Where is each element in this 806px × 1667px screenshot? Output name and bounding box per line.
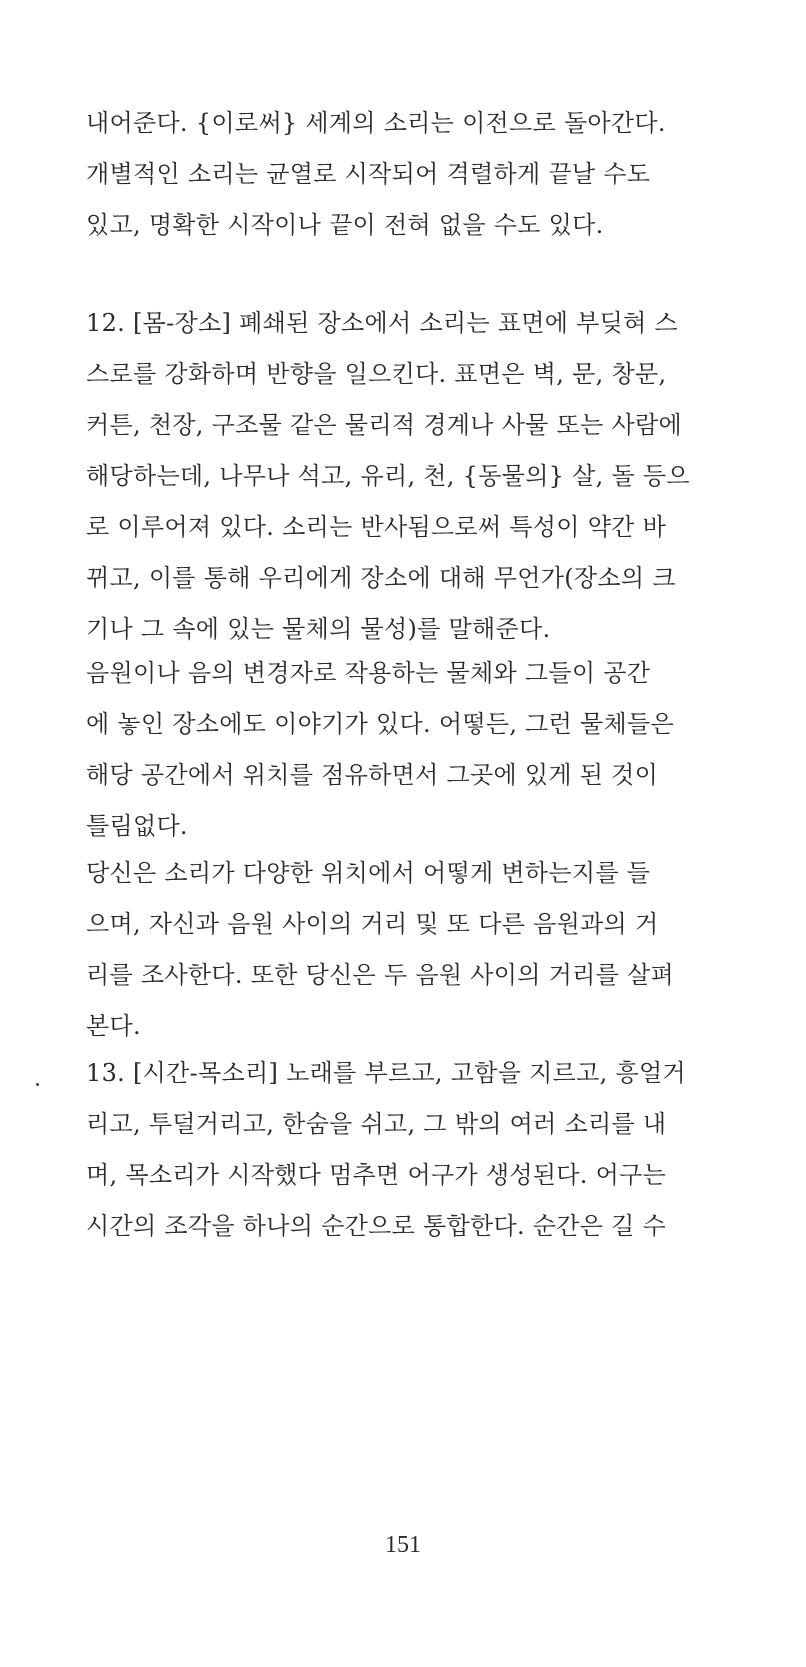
text-line: 해당하는데, 나무나 석고, 유리, 천, {동물의} 살, 돌 등으 bbox=[86, 462, 690, 490]
paragraph-listening-distance bbox=[86, 848, 726, 1052]
text-line: 있고, 명확한 시작이나 끝이 전혀 없을 수도 있다. bbox=[86, 211, 604, 239]
page-number: 151 bbox=[385, 1532, 421, 1558]
text-line: 스로를 강화하며 반향을 일으킨다. 표면은 벽, 문, 창문, bbox=[86, 360, 667, 388]
text-line: 뀌고, 이를 통해 우리에게 장소에 대해 무언가(장소의 크 bbox=[86, 564, 676, 592]
text-line: 으며, 자신과 음원 사이의 거리 및 또 다른 음원과의 거 bbox=[86, 910, 659, 938]
text-line: 에 놓인 장소에도 이야기가 있다. 어떻든, 그런 물체들은 bbox=[86, 710, 675, 738]
paragraph-13-time-voice bbox=[86, 1048, 726, 1252]
text-line: 해당 공간에서 위치를 점유하면서 그곳에 있게 된 것이 bbox=[86, 761, 659, 789]
text-line: 기나 그 속에 있는 물체의 물성)를 말해준다. bbox=[86, 615, 551, 643]
paragraph-sound-returns bbox=[86, 98, 726, 251]
text-line: 커튼, 천장, 구조물 같은 물리적 경계나 사물 또는 사람에 bbox=[86, 411, 682, 439]
text-line: 개별적인 소리는 균열로 시작되어 격렬하게 끝날 수도 bbox=[86, 160, 651, 188]
paragraph-sound-sources bbox=[86, 648, 726, 852]
text-line: 시간의 조각을 하나의 순간으로 통합한다. 순간은 길 수 bbox=[86, 1212, 667, 1240]
text-line: 당신은 소리가 다양한 위치에서 어떻게 변하는지를 들 bbox=[86, 859, 651, 887]
text-line: 며, 목소리가 시작했다 멈추면 어구가 생성된다. 어구는 bbox=[86, 1161, 667, 1189]
scan-speck bbox=[36, 1083, 39, 1086]
text-line: 12. [몸-장소] 폐쇄된 장소에서 소리는 표면에 부딪혀 스 bbox=[86, 309, 678, 337]
paragraph-12-body-place bbox=[86, 298, 726, 655]
text-line: 본다. bbox=[86, 1012, 141, 1040]
text-line: 로 이루어져 있다. 소리는 반사됨으로써 특성이 약간 바 bbox=[86, 513, 667, 541]
text-line: 음원이나 음의 변경자로 작용하는 물체와 그들이 공간 bbox=[86, 659, 651, 687]
text-line: 틀림없다. bbox=[86, 812, 188, 840]
text-line: 리고, 투덜거리고, 한숨을 쉬고, 그 밖의 여러 소리를 내 bbox=[86, 1110, 667, 1138]
text-line: 13. [시간-목소리] 노래를 부르고, 고함을 지르고, 흥얼거 bbox=[86, 1059, 686, 1087]
text-line: 리를 조사한다. 또한 당신은 두 음원 사이의 거리를 살펴 bbox=[86, 961, 675, 989]
text-line: 내어준다. {이로써} 세계의 소리는 이전으로 돌아간다. bbox=[86, 109, 666, 137]
